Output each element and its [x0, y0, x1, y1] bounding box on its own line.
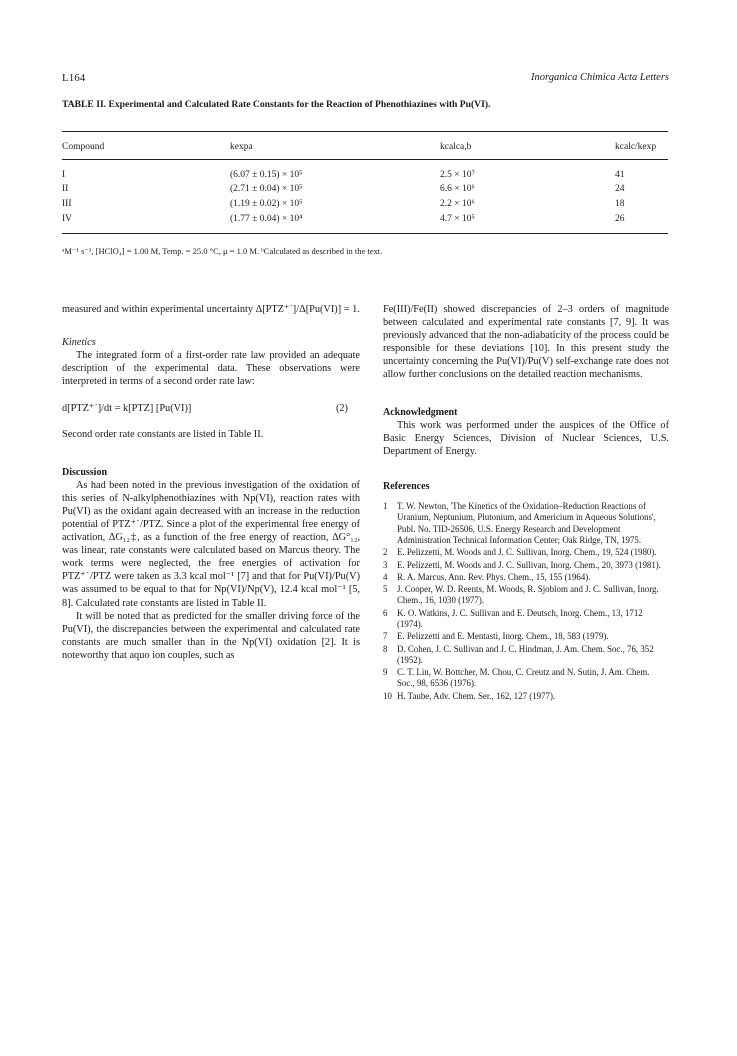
discussion-paragraph: It will be noted that as predicted for the smaller driving force of the Pu(VI), the discrepancies between the experimental and calculated rate constants are much smaller than in the Np(VI) oxidation [2]. It is noteworthy that aquo ion couples, such as: [62, 610, 360, 661]
table-header-compound: Compound: [62, 142, 105, 152]
table-cell: 26: [615, 214, 625, 224]
table-header-kexp: kexpa: [230, 142, 253, 152]
second-order-paragraph: Second order rate constants are listed in Table II.: [62, 429, 264, 441]
table-row: [62, 214, 668, 228]
continued-paragraph: Fe(III)/Fe(II) showed discrepancies of 2–3 orders of magnitude between calculated and experimental rate constants [7, 9]. It was previously advanced that the non-adiabaticity of the process could be responsible for these deviations [10]. In this present study the uncertainty concerning the Pu(VI)/Pu(V) self-exchange rate does not allow further conclusions on the detailed reaction mechanisms.: [383, 304, 669, 381]
reference-item: 1 T. W. Newton, 'The Kinetics of the Oxidation–Reduction Reactions of Uranium, Neptunium, Plutonium, and Americium in Aqueous Solutions', Publ. No. TID-26506, U.S. Energy Research and Development Administration Technical Information Center; Oak Ridge, TN, 1975.: [383, 501, 656, 545]
reference-item: 6 K. O. Watkins, J. C. Sullivan and E. Deutsch, Inorg. Chem., 13, 1712 (1974).: [383, 607, 643, 629]
table-row: [62, 170, 668, 184]
table-top-rule: [62, 131, 668, 132]
reference-item: 9 C. T. Lin, W. Bottcher, M. Chou, C. Creutz and N. Sutin, J. Am. Chem. Soc., 98, 6536 (1976).: [383, 667, 650, 689]
table-footnote: ᵃM⁻¹ s⁻¹, [HClO₄] = 1.00 M, Temp. = 25.0 °C, μ = 1.0 M. ᵇCalculated as described in the text.: [62, 246, 383, 256]
table-cell: (1.19 ± 0.02) × 10⁵: [230, 199, 303, 209]
acknowledgment-heading: Acknowledgment: [383, 406, 458, 418]
references-list: [383, 501, 669, 702]
kinetics-heading: Kinetics: [62, 337, 96, 349]
discussion-heading: Discussion: [62, 466, 108, 478]
table-cell: II: [62, 184, 69, 194]
table-header-rule: [62, 159, 668, 160]
references-heading: References: [383, 480, 430, 492]
table-row: [62, 184, 668, 198]
rate-law-equation: [62, 402, 360, 416]
reference-item: 3 E. Pelizzetti, M. Woods and J. C. Sullivan, Inorg. Chem., 20, 3973 (1981).: [383, 559, 661, 570]
reference-item: 10 H. Taube, Adv. Chem. Ser., 162, 127 (1977).: [383, 690, 556, 701]
reference-item: 7 E. Pelizzetti and E. Mentasti, Inorg. Chem., 18, 583 (1979).: [383, 631, 609, 642]
table-bottom-rule: [62, 233, 668, 234]
kinetics-paragraph: The integrated form of a first-order rate law provided an adequate description of the experimental data. These observations were interpreted in terms of a second order rate law:: [62, 350, 360, 388]
table-cell: III: [62, 199, 72, 209]
table-caption: TABLE II. Experimental and Calculated Rate Constants for the Reaction of Phenothiazines with Pu(VI).: [62, 99, 491, 110]
equation-text: d[PTZ⁺˙]/dt = k[PTZ] [Pu(VI)]: [62, 403, 192, 415]
reference-item: 5 J. Cooper, W. D. Reents, M. Woods, R. Sjoblom and J. C. Sullivan, Inorg. Chem., 16, 1030 (1977).: [383, 584, 659, 606]
intro-paragraph: measured and within experimental uncertainty Δ[PTZ⁺˙]/Δ[Pu(VI)] = 1.: [62, 304, 360, 315]
equation-number: (2): [335, 403, 348, 415]
right-column: [383, 303, 669, 703]
reference-item: 4 R. A. Marcus, Ann. Rev. Phys. Chem., 15, 155 (1964).: [383, 571, 591, 582]
left-column: [62, 303, 360, 662]
table-cell: 18: [615, 199, 625, 209]
acknowledgment-paragraph: This work was performed under the auspices of the Office of Basic Energy Sciences, Division of Nuclear Sciences, U.S. Department of Energy.: [383, 419, 669, 457]
table-cell: 4.7 × 10⁵: [440, 214, 475, 224]
page-number: L164: [62, 72, 86, 84]
reference-item: 8 D. Cohen, J. C. Sullivan and J. C. Hindman, J. Am. Chem. Soc., 76, 352 (1952).: [383, 643, 654, 665]
table-cell: 2.2 × 10⁶: [440, 199, 475, 209]
table-row: [62, 199, 668, 213]
reference-item: 2 E. Pelizzetti, M. Woods and J. C. Sullivan, Inorg. Chem., 19, 524 (1980).: [383, 547, 657, 558]
table-cell: (6.07 ± 0.15) × 10⁵: [230, 170, 303, 180]
table-cell: 6.6 × 10⁶: [440, 184, 475, 194]
table-cell: (2.71 ± 0.04) × 10⁵: [230, 184, 303, 194]
table-cell: I: [62, 170, 66, 180]
table-header-ratio: kcalc/kexp: [615, 142, 657, 152]
journal-title: Inorganica Chimica Acta Letters: [531, 72, 669, 83]
table-cell: 24: [615, 184, 625, 194]
table-cell: 2.5 × 10⁷: [440, 170, 475, 180]
table-header-kcalc: kcalca,b: [440, 142, 472, 152]
discussion-paragraph: As had been noted in the previous investigation of the oxidation of this series of N-alkylphenothiazines with Np(VI), reaction rates with Pu(VI) as the oxidant again decreased with an increase in the reduction potential of PTZ⁺˙/PTZ. Since a plot of the experimental free energy of activation, ΔG₁₂‡, as a function of the free energy of reaction, ΔG°₁₂, was linear, rate constants were calculated based on Marcus theory. The work terms were neglected, the free energies of activation for PTZ⁺˙/PTZ were taken as 3.3 kcal mol⁻¹ [7] and that for Pu(VI)/Pu(V) was assumed to be equal to that for Np(VI)/Np(V), 12.4 kcal mol⁻¹ [5, 8]. Calculated rate constants are listed in Table II.: [62, 479, 360, 609]
table-cell: 41: [615, 170, 625, 180]
table-cell: (1.77 ± 0.04) × 10⁴: [230, 214, 303, 224]
table-cell: IV: [62, 214, 73, 224]
